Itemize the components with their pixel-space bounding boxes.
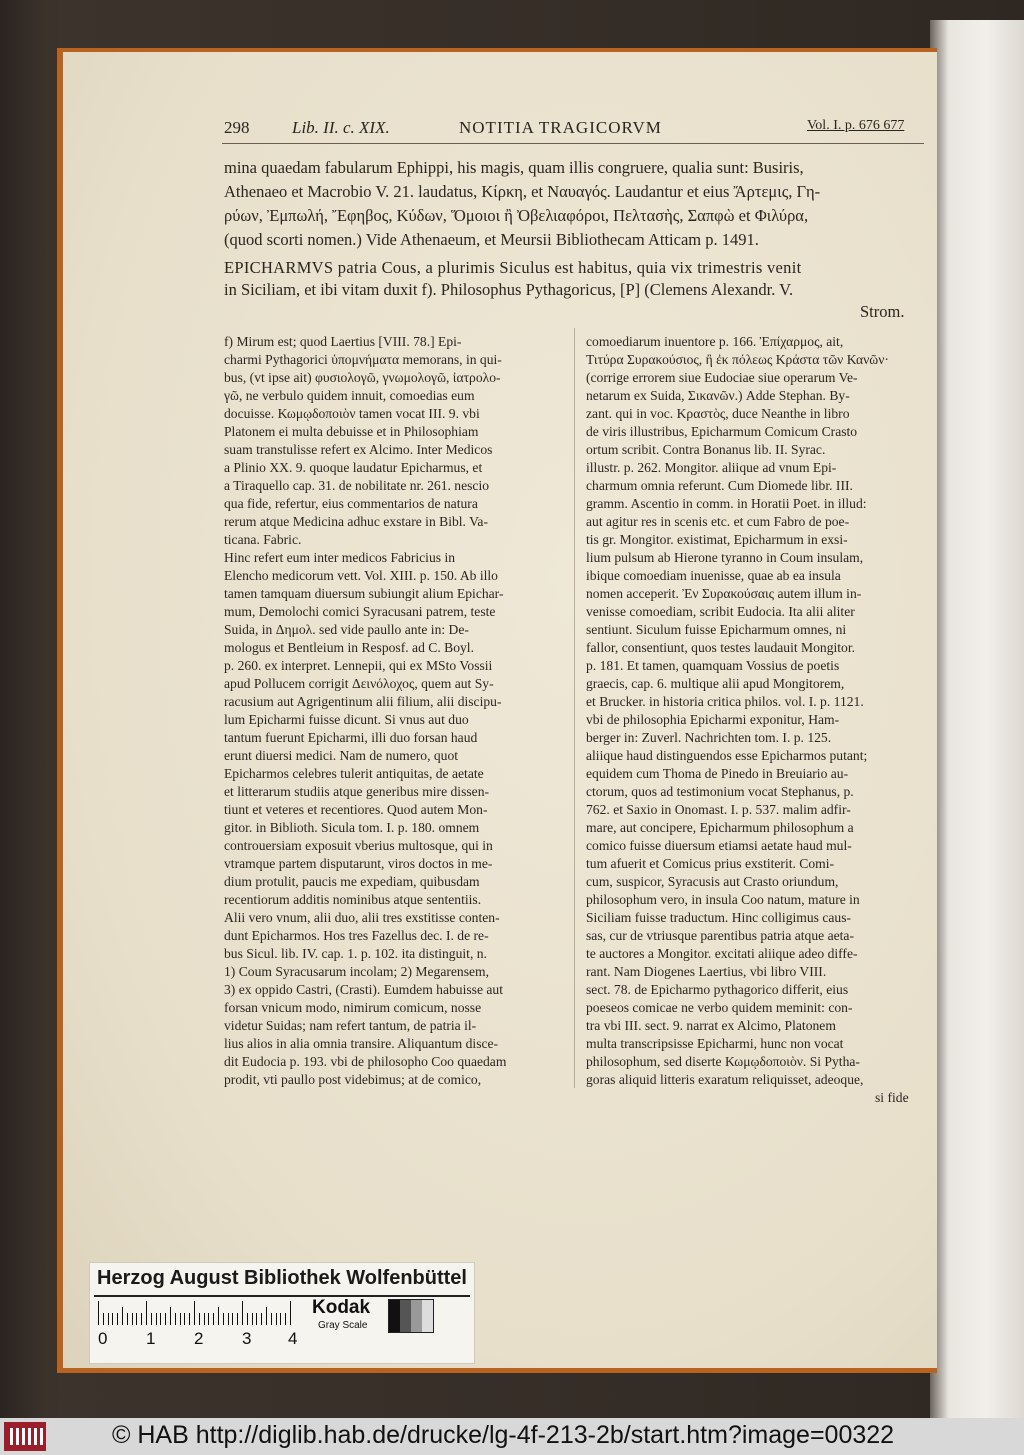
ruler-tick xyxy=(252,1313,253,1325)
running-title: NOTITIA TRAGICORVM xyxy=(459,118,662,137)
ruler-tick xyxy=(132,1313,133,1325)
footnote-line: comoediarum inuentore p. 166. Ἐπίχαρμος, ait, xyxy=(586,334,844,349)
footnote-line: apud Pollucem corrigit Δεινόλοχος, quem aut Sy- xyxy=(224,676,494,691)
footnote-line: lium pulsum ab Hierone tyranno in Coum insulam, xyxy=(586,550,864,565)
footnote-line: tamen tamquam diuersum subiungit alium Epichar- xyxy=(224,586,504,601)
footnote-line: aut agitur res in scenis etc. et cum Fabro de poe- xyxy=(586,514,850,529)
ruler-tick xyxy=(204,1313,205,1325)
footnote-line: forsan vnicum modo, nimirum comicum, nosse xyxy=(224,1000,482,1015)
ruler-tick xyxy=(170,1307,171,1325)
footnote-line: ticana. Fabric. xyxy=(224,532,302,547)
footnote-line: gitor. in Biblioth. Sicula tom. I. p. 180. omnem xyxy=(224,820,480,835)
text-line: Athenaeo et Macrobio V. 21. laudatus, Κίρκη, et Ναυαγός. Laudantur et eius Ἄρτεμις, Γη- xyxy=(224,182,821,201)
footnote-line: nomen acceperit. Ἐν Συρακούσαις autem illum in- xyxy=(586,586,862,601)
ruler-scale xyxy=(98,1301,303,1325)
gray-scale-label: Gray Scale xyxy=(318,1320,368,1331)
text-line: Strom. xyxy=(860,302,905,321)
scale-number: 2 xyxy=(194,1329,204,1348)
footnote-line: berger in: Zuverl. Nachrichten tom. I. p. 125. xyxy=(586,730,832,745)
footnote-line: Τιτύρα Συρακούσιος, ἢ ἐκ πόλεως Κράστα τῶν Κανῶν· xyxy=(586,352,889,367)
ruler-tick xyxy=(146,1301,147,1325)
footnote-line: Alii vero vnum, alii duo, alii tres exstitisse conten- xyxy=(224,910,500,925)
scale-number: 3 xyxy=(242,1329,252,1348)
footnote-line: qua fide, refertur, eius commentarios de natura xyxy=(224,496,478,511)
ruler-tick xyxy=(228,1313,229,1325)
adjacent-page-edge xyxy=(930,20,1024,1420)
column-divider xyxy=(574,328,575,1088)
footnote-line: controuersiam exposuit vberius multosque, qui in xyxy=(224,838,493,853)
footnote-line: dit Eudocia p. 193. vbi de philosopho Coo quaedam xyxy=(224,1054,507,1069)
ruler-tick xyxy=(280,1313,281,1325)
footnote-line: zant. qui in voc. Κραστὸς, duce Neanthe in libro xyxy=(586,406,850,421)
footnote-line: recentiorum additis nominibus atque sententiis. xyxy=(224,892,482,907)
ruler-tick xyxy=(189,1313,190,1325)
running-head xyxy=(224,118,924,142)
footnote-line: et Brucker. in historia critica philos. vol. I. p. 1121. xyxy=(586,694,864,709)
footnote-line: Hinc refert eum inter medicos Fabricius in xyxy=(224,550,456,565)
footnote-line: goras aliquid litteris exaratum reliquisset, adeoque, xyxy=(586,1072,864,1087)
scale-number: 1 xyxy=(146,1329,156,1348)
ruler-tick xyxy=(112,1313,113,1325)
ruler-tick xyxy=(266,1307,267,1325)
footnote-line: graecis, cap. 6. multique alii apud Mongitorem, xyxy=(586,676,845,691)
footnote-line: tiunt et veteres et recentiores. Quod autem Mon- xyxy=(224,802,488,817)
footnote-line: p. 260. ex interpret. Lennepii, qui ex MSto Vossii xyxy=(224,658,493,673)
footnote-line: aliique haud distinguendos esse Epicharmos putant; xyxy=(586,748,868,763)
footnote-line: vtramque partem disputarunt, viros doctos in me- xyxy=(224,856,493,871)
footnote-line: lum Epicharmi fuisse dicunt. Si vnus aut duo xyxy=(224,712,469,727)
ruler-tick xyxy=(237,1313,238,1325)
ruler-tick xyxy=(261,1313,262,1325)
text-line: mina quaedam fabularum Ephippi, his magis, quam illis congruere, qualia sunt: Busiris, xyxy=(224,158,804,177)
footnote-line: videtur Suidas; nam refert tantum, de patria il- xyxy=(224,1018,477,1033)
footnote-line: ibique comoediam inuenisse, quae ab ea insula xyxy=(586,568,841,583)
scale-number: 0 xyxy=(98,1329,108,1348)
footnote-line: (corrige errorem siue Eudociae siue operarum Ve- xyxy=(586,370,858,385)
volume-reference: Vol. I. p. 676 677 xyxy=(807,118,905,133)
text-line: ρύων, Ἐμπωλή, Ἔφηβος, Κύδων, Ὅμοιοι ἢ Ὀβελιαφόροι, Πελτασὴς, Σαπφὼ et Φιλύρα, xyxy=(224,206,809,225)
footnote-line: poeseos comicae ne verbo quidem meminit: con- xyxy=(586,1000,853,1015)
footnote-line: mum, Demolochi comici Syracusani patrem, teste xyxy=(224,604,496,619)
ruler-tick xyxy=(160,1313,161,1325)
library-name: Herzog August Bibliothek Wolfenbüttel xyxy=(97,1267,467,1289)
footnote-line: Suida, in Δημολ. sed vide paullo ante in: De- xyxy=(224,622,469,637)
footnote-line: lius alios in alia omnia transire. Aliquantum disce- xyxy=(224,1036,499,1051)
footnote-line: Siciliam fuisse traductum. Hinc colligimus caus- xyxy=(586,910,852,925)
footnote-line: f) Mirum est; quod Laertius [VIII. 78.] Epi- xyxy=(224,334,462,349)
footnote-line: tantum fuerunt Epicharmi, illi duo forsan haud xyxy=(224,730,478,745)
text-line: (quod scorti nomen.) Vide Athenaeum, et Meursii Bibliothecam Atticam p. 1491. xyxy=(224,230,759,249)
ruler-tick xyxy=(256,1313,257,1325)
ruler-tick xyxy=(285,1313,286,1325)
footnote-line: equidem cum Thoma de Pinedo in Breuiario au- xyxy=(586,766,849,781)
footnote-line: γῶ, ne verbulo quidem innuit, comoedias eum xyxy=(224,388,475,403)
scale-number: 4 xyxy=(288,1329,298,1348)
footnote-line: sect. 78. de Epicharmo pythagorico differit, eius xyxy=(586,982,849,997)
ruler-tick xyxy=(141,1313,142,1325)
footnote-line: suam transtulisse refert ex Alcimo. Inter Medicos xyxy=(224,442,493,457)
footnote-line: venisse comoediam, scribit Eudocia. Ita alii aliter xyxy=(586,604,855,619)
footnote-line: gramm. Ascentio in comm. in Horatii Poet. in illud: xyxy=(586,496,867,511)
footnote-line: philosophum vero, in insula Coo natum, mature in xyxy=(586,892,860,907)
footnote-line: docuisse. Κωμῳδοποιὸν tamen vocat III. 9. vbi xyxy=(224,406,480,421)
ruler-tick xyxy=(156,1313,157,1325)
footnote-line: tum afuerit et Comicus prius exstiterit. Comi- xyxy=(586,856,835,871)
footnote-line: de viris illustribus, Epicharmum Comicum Crasto xyxy=(586,424,858,439)
footnote-line: charmi Pythagorici ὑπομνήματα memorans, in qui- xyxy=(224,352,502,367)
ruler-tick xyxy=(199,1313,200,1325)
footnote-line: et litterarum studiis atque generibus mire dissen- xyxy=(224,784,490,799)
footnote-line: comico fuisse diuersum etiamsi aetate haud mul- xyxy=(586,838,852,853)
ruler-tick xyxy=(184,1313,185,1325)
ruler-tick xyxy=(127,1313,128,1325)
footnote-line: Epicharmos celebres tulerit antiquitas, de aetate xyxy=(224,766,484,781)
footnote-line: erunt diuersi medici. Nam de numero, quot xyxy=(224,748,459,763)
ruler-tick xyxy=(103,1313,104,1325)
ruler-tick xyxy=(151,1313,152,1325)
footnote-line: ortum scribit. Contra Bonanus lib. II. Syrac. xyxy=(586,442,826,457)
ruler-tick xyxy=(165,1313,166,1325)
footnote-line: vbi de philosophia Epicharmi exponitur, Ham- xyxy=(586,712,840,727)
hab-logo-icon[interactable] xyxy=(4,1422,46,1451)
footnote-line: p. 181. Et tamen, quamquam Vossius de poetis xyxy=(586,658,840,673)
page-number: 298 xyxy=(224,118,250,137)
kodak-logo: Kodak xyxy=(312,1297,371,1318)
footnote-line: dunt Epicharmos. Hos tres Fazellus dec. I. de re- xyxy=(224,928,489,943)
viewer-footer xyxy=(0,1418,1024,1455)
ruler-tick xyxy=(108,1313,109,1325)
footnote-line: sas, cur de vtriusque parentibus patria atque aeta- xyxy=(586,928,854,943)
footnote-line: multa transcripsisse Epicharmi, hunc non vocat xyxy=(586,1036,844,1051)
book-chapter: Lib. II. c. XIX. xyxy=(292,118,390,137)
footnote-line: charmum omnia referunt. Cum Diomede libr. III. xyxy=(586,478,853,493)
ruler-tick xyxy=(271,1313,272,1325)
footnote-line: bus, (vt ipse ait) φυσιολογῶ, γνωμολογῶ, ἰατρολο- xyxy=(224,370,501,385)
gray-scale-swatch xyxy=(388,1299,434,1333)
footnote-line: a Tiraquello cap. 31. de nobilitate nr. 261. nescio xyxy=(224,478,490,493)
ruler-tick xyxy=(242,1301,243,1325)
footnote-line: netarum ex Suida, Σικανῶν.) Adde Stephan. By- xyxy=(586,388,850,403)
label-rule xyxy=(94,1295,470,1297)
footnote-line: sentiunt. Siculum fuisse Epicharmum omnes, ni xyxy=(586,622,847,637)
footnote-line: racusium aut Agrigentinum alii filium, alii discipu- xyxy=(224,694,502,709)
ruler-tick xyxy=(175,1313,176,1325)
footnote-line: tis gr. Mongitor. existimat, Epicharmum in exsi- xyxy=(586,532,848,547)
footnote-line: rant. Nam Diogenes Laertius, vbi libro VIII. xyxy=(586,964,827,979)
footnote-line: 762. et Saxio in Onomast. I. p. 537. malim adfir- xyxy=(586,802,851,817)
ruler-tick xyxy=(276,1313,277,1325)
ruler-tick xyxy=(290,1301,291,1325)
footnote-line: dium protulit, paucis me expediam, quibusdam xyxy=(224,874,480,889)
catchword: si fide xyxy=(875,1090,909,1105)
copyright-url[interactable]: © HAB http://diglib.hab.de/drucke/lg-4f-213-2b/start.htm?image=00322 xyxy=(112,1421,895,1449)
footnote-line: philosophum, sed diserte Κωμῳδοποιὸν. Si Pytha- xyxy=(586,1054,860,1069)
ruler-tick xyxy=(213,1313,214,1325)
footnote-line: Elencho medicorum vett. Vol. XIII. p. 150. Ab illo xyxy=(224,568,498,583)
footnote-line: te auctores a Mongitor. excitati aliique adeo diffe- xyxy=(586,946,858,961)
footnote-line: illustr. p. 262. Mongitor. aliique ad vnum Epi- xyxy=(586,460,837,475)
library-color-card xyxy=(89,1262,475,1364)
footnote-line: fallor, consentiunt, quos testes laudauit Mongitor. xyxy=(586,640,856,655)
ruler-tick xyxy=(98,1301,99,1325)
footnote-line: mare, aut concipere, Epicharmum philosophum a xyxy=(586,820,854,835)
footnote-line: rerum atque Medicina adhuc exstare in Bibl. Va- xyxy=(224,514,488,529)
ruler-tick xyxy=(194,1301,195,1325)
ruler-tick xyxy=(247,1313,248,1325)
ruler-tick xyxy=(122,1307,123,1325)
ruler-tick xyxy=(180,1313,181,1325)
footnote-line: cum, suspicor, Syracusis aut Crasto oriundum, xyxy=(586,874,839,889)
ruler-tick xyxy=(117,1313,118,1325)
footnote-line: bus Sicul. lib. IV. cap. 1. p. 102. ita distinguit, n. xyxy=(224,946,487,961)
footnote-line: mologus et Bentleium in Resposf. ad C. Boyl. xyxy=(224,640,474,655)
footnote-line: ctorum, quos ad testimonium vocat Stephanus, p. xyxy=(586,784,854,799)
text-line: in Siciliam, et ibi vitam duxit f). Philosophus Pythagoricus, [P] (Clemens Alexandr. V. xyxy=(224,280,794,299)
ruler-tick xyxy=(218,1307,219,1325)
ruler-tick xyxy=(136,1313,137,1325)
ruler-tick xyxy=(223,1313,224,1325)
footnote-line: tra vbi III. sect. 9. narrat ex Alcimo, Platonem xyxy=(586,1018,836,1033)
head-rule xyxy=(222,143,924,144)
text-line: EPICHARMVS patria Cous, a plurimis Siculus est habitus, quia vix trimestris venit xyxy=(224,258,802,277)
footnote-line: prodit, vti paullo post videbimus; at de comico, xyxy=(224,1072,482,1087)
ruler-tick xyxy=(232,1313,233,1325)
footnote-line: a Plinio XX. 9. quoque laudatur Epicharmus, et xyxy=(224,460,483,475)
footnote-line: Platonem ei multa debuisse et in Philosophiam xyxy=(224,424,479,439)
footnote-line: 3) ex oppido Castri, (Crasti). Eumdem habuisse aut xyxy=(224,982,503,997)
footnote-line: 1) Coum Syracusarum incolam; 2) Megarensem, xyxy=(224,964,490,979)
ruler-tick xyxy=(208,1313,209,1325)
